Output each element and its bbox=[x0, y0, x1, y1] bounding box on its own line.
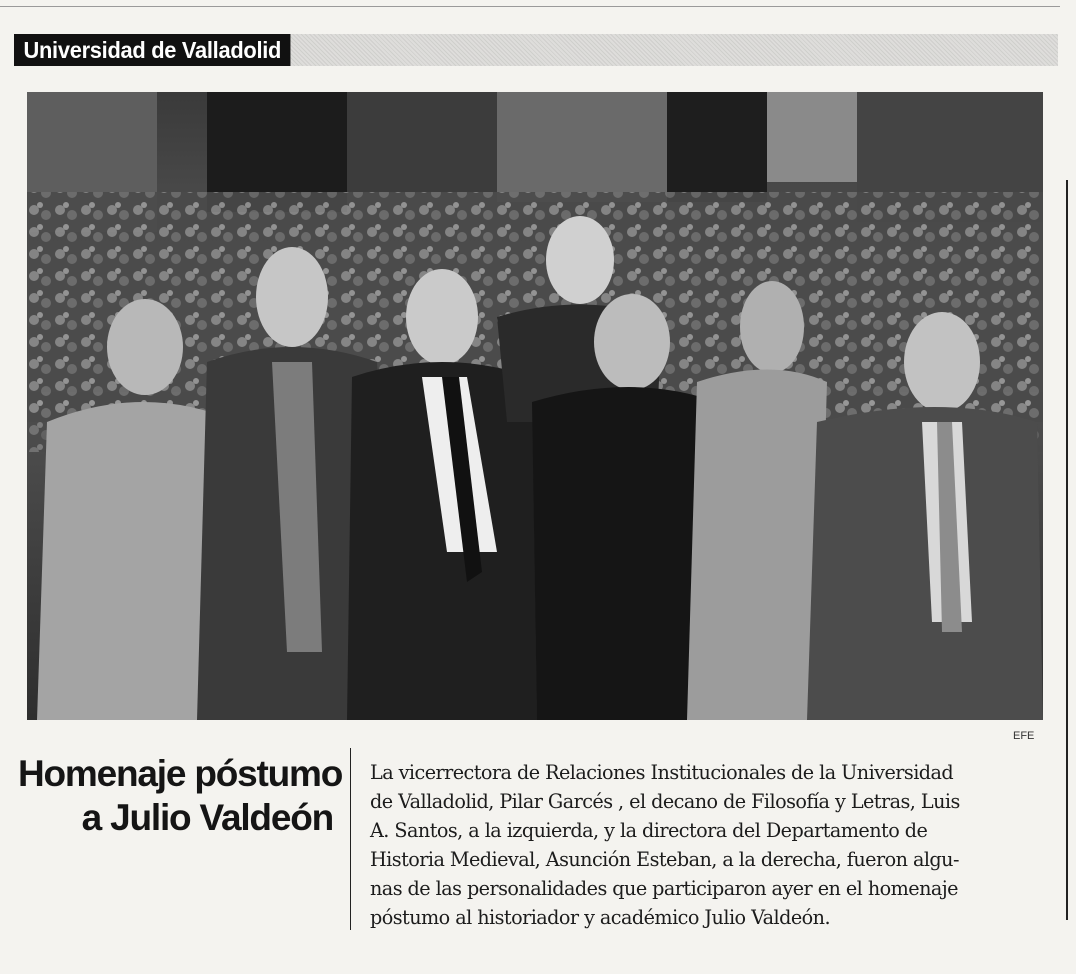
photo-caption bbox=[370, 758, 1038, 932]
news-photo bbox=[27, 92, 1043, 720]
headline bbox=[18, 752, 343, 840]
column-divider bbox=[350, 748, 351, 930]
caption-line: póstumo al historiador y académico Julio Valdeón. bbox=[370, 906, 830, 929]
headline-line-1: Homenaje póstumo bbox=[18, 753, 343, 794]
photo-credit: EFE bbox=[1013, 730, 1035, 742]
page-edge-rule bbox=[1066, 180, 1068, 920]
top-rule bbox=[0, 6, 1060, 7]
caption-line: de Valladolid, Pilar Garcés , el decano de Filosofía y Letras, Luis bbox=[370, 790, 960, 813]
caption-line: La vicerrectora de Relaciones Institucionales de la Universidad bbox=[370, 761, 954, 784]
caption-line: nas de las personalidades que participaron ayer en el homenaje bbox=[370, 877, 958, 900]
section-header-bar bbox=[14, 34, 1058, 66]
caption-line: A. Santos, a la izquierda, y la directora del Departamento de bbox=[370, 819, 928, 842]
section-label: Universidad de Valladolid bbox=[14, 34, 291, 66]
photo-illustration bbox=[27, 92, 1043, 720]
caption-line: Historia Medieval, Asunción Esteban, a la derecha, fueron algu- bbox=[370, 848, 959, 871]
headline-line-2: a Julio Valdeón bbox=[81, 797, 333, 838]
